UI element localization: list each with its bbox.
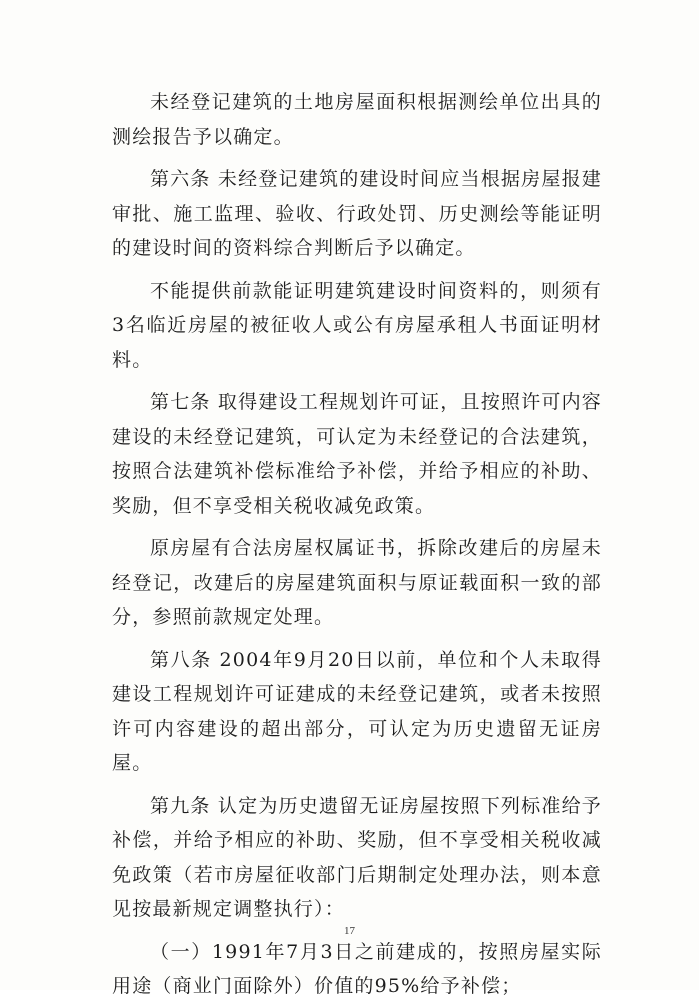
- paragraph-item-1: （一）1991年7月3日之前建成的，按照房屋实际用途（商业门面除外）价值的95%给予补偿；: [112, 940, 602, 997]
- paragraph-article-6: 第六条 未经登记建筑的建设时间应当根据房屋报建审批、施工监理、验收、行政处罚、历史测绘等能证明的建设时间的资料综合判断后予以确定。: [112, 168, 602, 259]
- paragraph-measured-area: 未经登记建筑的土地房屋面积根据测绘单位出具的测绘报告予以确定。: [112, 91, 602, 148]
- document-body: [112, 85, 602, 1004]
- paragraph-article-8: 第八条 2004年9月20日以前，单位和个人未取得建设工程规划许可证建成的未经登记建筑，或者未按照许可内容建设的超出部分，可认定为历史遗留无证房屋。: [112, 648, 602, 774]
- paragraph-article-7: 第七条 取得建设工程规划许可证，且按照许可内容建设的未经登记建筑，可认定为未经登记的合法建筑，按照合法建筑补偿标准给予补偿，并给予相应的补助、奖励，但不享受相关税收减免政策。: [112, 391, 602, 517]
- paragraph-rebuilt-house: 原房屋有合法房屋权属证书，拆除改建后的房屋未经登记，改建后的房屋建筑面积与原证载面积一致的部分，参照前款规定处理。: [112, 537, 602, 628]
- paragraph-witness-proof: 不能提供前款能证明建筑建设时间资料的，则须有3名临近房屋的被征收人或公有房屋承租人书面证明材料。: [112, 279, 602, 371]
- page-number: 17: [344, 925, 355, 937]
- paragraph-article-9: 第九条 认定为历史遗留无证房屋按照下列标准给予补偿，并给予相应的补助、奖励，但不享受相关税收减免政策（若市房屋征收部门后期制定处理办法，则本意见按最新规定调整执行）：: [112, 794, 602, 920]
